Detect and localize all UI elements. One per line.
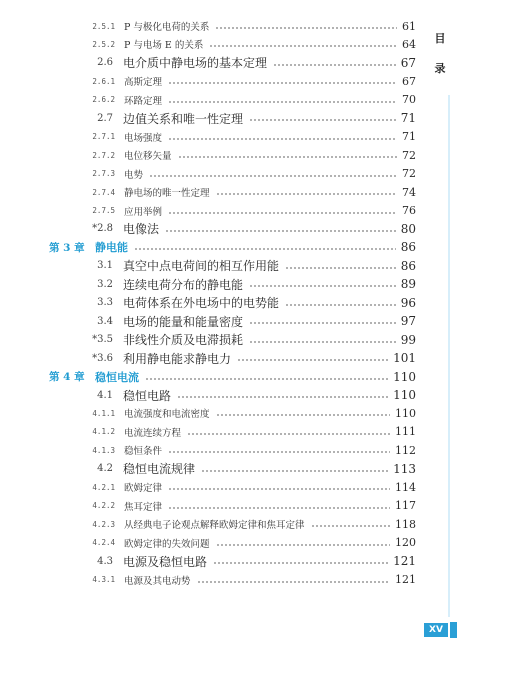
leader-dots	[216, 414, 390, 416]
page-number: XV	[429, 625, 443, 635]
toc-section	[0, 331, 520, 349]
leader-dots	[197, 581, 390, 583]
toc-title: 利用静电能求静电力	[123, 351, 232, 366]
toc-section	[0, 109, 520, 127]
toc-number: 4.2	[97, 463, 113, 475]
toc-number: *3.5	[92, 334, 113, 346]
toc-page: 97	[400, 314, 416, 329]
leader-dots	[145, 378, 388, 380]
toc-chapter	[0, 368, 520, 386]
toc-title: 电源及其电动势	[124, 575, 191, 587]
toc-page: 71	[400, 111, 416, 126]
toc-subsection	[0, 202, 520, 220]
toc-number: 2.6.2	[92, 95, 115, 105]
toc-title: 电流强度和电流密度	[124, 409, 210, 421]
toc-page: 71	[402, 130, 416, 144]
leader-dots	[285, 267, 396, 269]
toc-subsection	[0, 497, 520, 515]
toc-title: 电介质中静电场的基本定理	[123, 56, 268, 71]
toc-number: 第 4 章	[49, 371, 85, 384]
toc-number: 2.6	[97, 57, 113, 69]
leader-dots	[177, 396, 388, 398]
page-tab-decoration	[450, 622, 457, 638]
toc-subsection	[0, 515, 520, 533]
toc-title: 从经典电子论观点解释欧姆定律和焦耳定律	[124, 520, 305, 532]
toc-subsection	[0, 35, 520, 53]
toc-title: 真空中点电荷间的相互作用能	[123, 259, 280, 274]
toc-subsection	[0, 478, 520, 496]
toc-number: *2.8	[92, 223, 113, 235]
leader-dots	[249, 285, 396, 287]
side-title-char: 目	[434, 32, 446, 45]
toc-page: 111	[395, 425, 416, 439]
toc-page: 72	[402, 167, 416, 181]
toc-page: 110	[393, 369, 416, 384]
toc-title: 稳恒电路	[123, 388, 172, 403]
toc-number: 2.7.1	[92, 132, 115, 142]
leader-dots	[249, 322, 396, 324]
toc-title: 电场强度	[124, 132, 163, 144]
leader-dots	[216, 193, 397, 195]
toc-page: 86	[400, 258, 416, 273]
toc-title: 电场的能量和能量密度	[123, 314, 244, 329]
toc-number: 2.7.5	[92, 206, 115, 215]
toc-page: 117	[395, 499, 416, 513]
toc-section	[0, 275, 520, 293]
toc-title: 连续电荷分布的静电能	[123, 277, 244, 292]
leader-dots	[165, 230, 396, 232]
toc-number: 2.7	[97, 112, 113, 124]
toc-subsection	[0, 404, 520, 422]
toc-title: 电流连续方程	[124, 427, 182, 439]
leader-dots	[168, 138, 397, 140]
toc-title: 边值关系和唯一性定理	[123, 111, 244, 126]
leader-dots	[168, 451, 390, 453]
leader-dots	[149, 175, 397, 177]
toc-number: 4.2.3	[92, 519, 115, 529]
toc-page: 121	[395, 573, 416, 586]
toc-title: 稳恒电流	[95, 370, 139, 384]
toc-number: 第 3 章	[49, 241, 85, 254]
toc-page: 86	[400, 240, 416, 255]
toc-title: 高斯定理	[124, 77, 163, 89]
toc-title: 稳恒电流规律	[123, 462, 196, 477]
leader-dots	[201, 470, 388, 472]
leader-dots	[168, 212, 397, 214]
toc-title: 欧姆定律的失效问题	[124, 538, 210, 550]
toc-number: 3.4	[97, 315, 113, 327]
toc-page: 110	[393, 388, 416, 402]
toc-number: 2.7.3	[92, 169, 115, 179]
toc-subsection	[0, 72, 520, 90]
toc-page: 67	[400, 55, 416, 70]
leader-dots	[273, 64, 396, 66]
leader-dots	[134, 248, 396, 250]
toc-number: 4.1.2	[92, 427, 115, 437]
leader-dots	[237, 359, 388, 361]
toc-page: 67	[402, 74, 416, 88]
toc-chapter	[0, 238, 520, 256]
toc-number: 4.2.1	[92, 482, 115, 492]
toc-title: P 与极化电荷的关系	[124, 22, 210, 33]
toc-number: 2.5.1	[92, 21, 115, 31]
toc-number: 3.3	[97, 297, 113, 309]
toc-page: 61	[402, 19, 416, 33]
toc-number: 4.2.2	[92, 501, 115, 511]
toc-number: 4.1	[97, 389, 113, 401]
toc-number: 4.3	[97, 555, 113, 567]
toc-subsection	[0, 91, 520, 109]
toc-title: 静电能	[95, 241, 128, 255]
leader-dots	[168, 488, 390, 490]
toc-page: 113	[393, 461, 416, 476]
page-number-badge	[424, 623, 448, 637]
toc-section	[0, 349, 520, 367]
leader-dots	[285, 304, 396, 306]
side-title-char: 录	[434, 62, 446, 75]
toc-page: 72	[402, 148, 416, 162]
leader-dots	[213, 562, 388, 564]
toc-subsection	[0, 534, 520, 552]
toc-section	[0, 460, 520, 478]
toc-section	[0, 312, 520, 330]
toc-subsection	[0, 441, 520, 459]
toc-subsection	[0, 571, 520, 589]
toc-page: 89	[400, 277, 416, 292]
leader-dots	[168, 82, 397, 84]
toc-page: 112	[395, 443, 416, 457]
toc-page: 121	[393, 554, 416, 569]
toc-page: 70	[402, 93, 416, 107]
toc-section	[0, 54, 520, 72]
toc-subsection	[0, 423, 520, 441]
toc-page: 118	[395, 517, 416, 531]
toc-page: 110	[395, 406, 416, 420]
toc-title: 电荷体系在外电场中的电势能	[123, 296, 280, 311]
toc-title: 焦耳定律	[124, 501, 163, 513]
toc-page: 101	[393, 351, 416, 366]
toc-number: 3.2	[97, 278, 113, 290]
toc-number: 4.1.3	[92, 445, 115, 455]
leader-dots	[178, 156, 397, 158]
toc-title: 应用举例	[124, 206, 163, 218]
leader-dots	[187, 433, 390, 435]
toc-title: 电势	[124, 169, 144, 181]
toc-section	[0, 294, 520, 312]
toc-subsection	[0, 128, 520, 146]
leader-dots	[249, 119, 396, 121]
toc-subsection	[0, 183, 520, 201]
toc-page: 64	[402, 37, 416, 51]
toc-section	[0, 257, 520, 275]
toc-subsection	[0, 17, 520, 35]
leader-dots	[209, 45, 397, 47]
leader-dots	[311, 525, 390, 527]
toc-page: 74	[402, 185, 416, 199]
toc-number: 4.3.1	[92, 575, 115, 584]
toc-number: 4.1.1	[92, 408, 115, 418]
leader-dots	[249, 341, 396, 343]
toc-title: P 与电场 E 的关系	[124, 40, 204, 52]
leader-dots	[168, 101, 397, 103]
toc-section	[0, 552, 520, 570]
toc-title: 欧姆定律	[124, 483, 163, 495]
toc-title: 非线性介质及电滞损耗	[123, 333, 244, 348]
toc-page: 120	[395, 536, 416, 550]
toc-title: 电源及稳恒电路	[123, 554, 208, 569]
toc-title: 静电场的唯一性定理	[124, 188, 210, 200]
toc-title: 环路定理	[124, 95, 163, 107]
leader-dots	[168, 507, 390, 509]
leader-dots	[216, 544, 390, 546]
toc-page: 76	[402, 204, 416, 217]
toc-number: 2.5.2	[92, 39, 115, 49]
toc-title: 稳恒条件	[124, 446, 163, 458]
toc-page: 80	[400, 221, 416, 236]
toc-title: 电位移矢量	[124, 151, 172, 163]
toc-section	[0, 220, 520, 238]
toc-page: 96	[400, 295, 416, 310]
toc-number: *3.6	[92, 352, 113, 364]
toc-subsection	[0, 146, 520, 164]
toc-subsection	[0, 165, 520, 183]
side-decoration-bar	[448, 95, 450, 617]
leader-dots	[215, 27, 397, 29]
toc-page: 114	[395, 480, 416, 494]
toc-title: 电像法	[123, 222, 160, 237]
toc-section	[0, 386, 520, 404]
toc-page: 99	[400, 332, 416, 347]
toc-number: 2.7.2	[92, 150, 115, 160]
toc-number: 2.7.4	[92, 187, 115, 197]
toc-number: 3.1	[97, 260, 113, 272]
toc-number: 4.2.4	[92, 538, 115, 548]
toc-number: 2.6.1	[92, 76, 115, 86]
